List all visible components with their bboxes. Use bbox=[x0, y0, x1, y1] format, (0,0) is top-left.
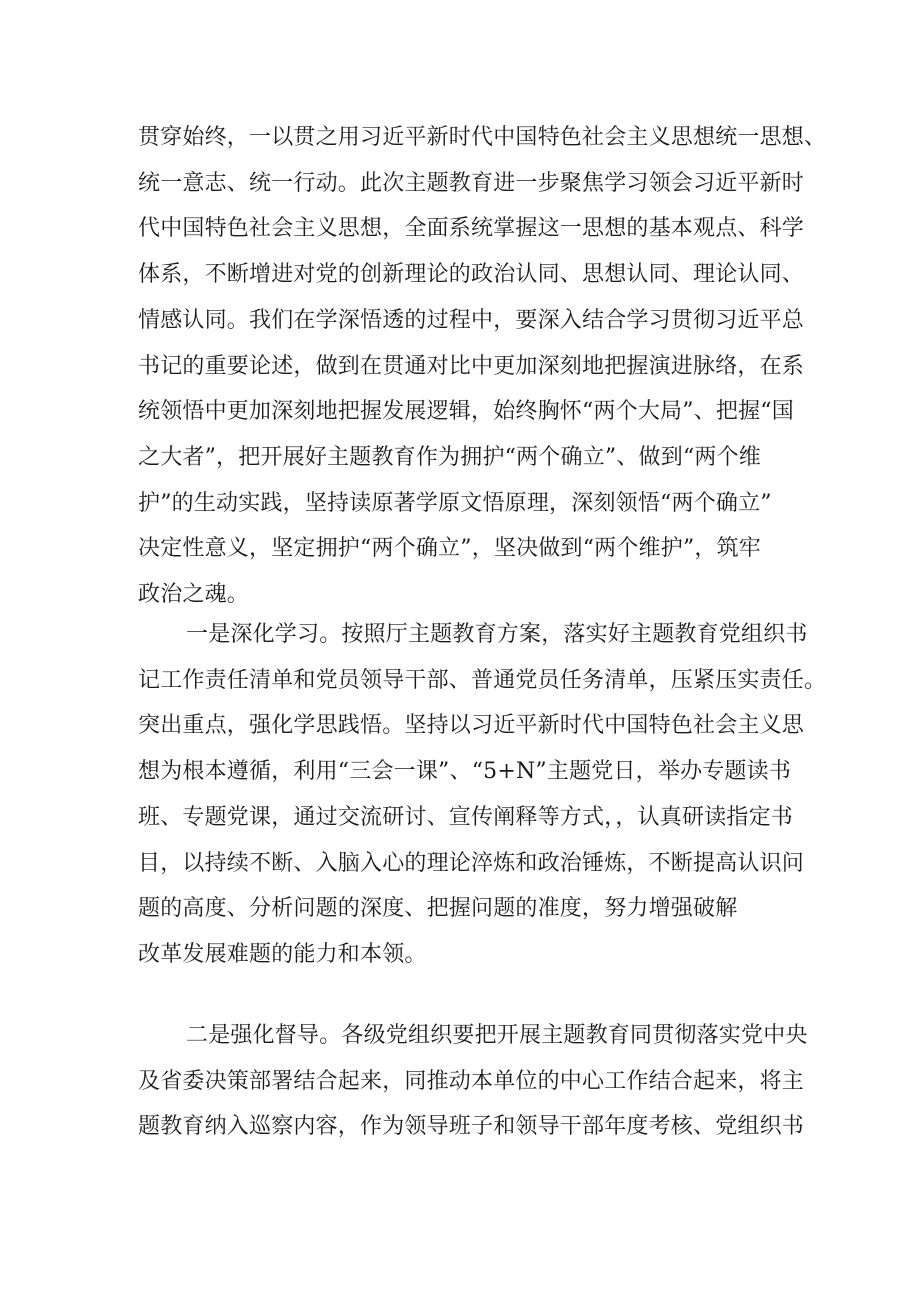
text-line: 政治之魂。 bbox=[138, 582, 250, 608]
text-line: 二是强化督导。各级党组织要把开展主题教育同贯彻落实党中央 bbox=[186, 1023, 808, 1048]
text-line: 记工作责任清单和党员领导干部、普通党员任务清单，压紧压实责任。 bbox=[138, 667, 827, 693]
paragraph-3 bbox=[138, 1013, 818, 1150]
text-line: 想为根本遵循，利用“三会一课”、“5+N”主题党日，举办专题读书 bbox=[138, 759, 792, 785]
text-line: 突出重点，强化学思践悟。坚持以习近平新时代中国特色社会主义思 bbox=[138, 713, 805, 739]
text-line: 题教育纳入巡察内容，作为领导班子和领导干部年度考核、党组织书 bbox=[138, 1114, 805, 1140]
text-line: 贯穿始终，一以贯之用习近平新时代中国特色社会主义思想统一思想、 bbox=[138, 125, 827, 150]
text-line: 决定性意义，坚定拥护“两个确立”，坚决做到“两个维护”，筑牢 bbox=[138, 536, 761, 562]
text-line: 护”的生动实践，坚持读原著学原文悟原理，深刻领悟“两个确立” bbox=[138, 490, 772, 516]
text-line: 体系，不断增进对党的创新理论的政治认同、思想认同、理论认同、 bbox=[138, 262, 805, 288]
text-line: 情感认同。我们在学深悟透的过程中，要深入结合学习贯彻习近平总 bbox=[138, 307, 805, 333]
paragraph-1 bbox=[138, 115, 827, 618]
text-line: 班、专题党课，通过交流研讨、宣传阐释等方式，，认真研读指定书 bbox=[138, 804, 794, 830]
paragraph-2 bbox=[138, 612, 827, 978]
text-line: 目，以持续不断、入脑入心的理论淬炼和政治锤炼，不断提高认识问 bbox=[138, 850, 805, 876]
text-line: 书记的重要论述，做到在贯通对比中更加深刻地把握演进脉络，在系 bbox=[138, 353, 805, 379]
text-line: 代中国特色社会主义思想，全面系统掌握这一思想的基本观点、科学 bbox=[138, 216, 805, 242]
text-line: 统一意志、统一行动。此次主题教育进一步聚焦学习领会习近平新时 bbox=[138, 170, 805, 196]
text-line: 之大者”，把开展好主题教育作为拥护“两个确立”、做到“两个维 bbox=[138, 444, 761, 470]
text-line: 统领悟中更加深刻地把握发展逻辑，始终胸怀“两个大局”、把握“国 bbox=[138, 399, 794, 425]
text-line: 题的高度、分析问题的深度、把握问题的准度，努力增强破解 bbox=[138, 896, 738, 922]
text-line: 一是深化学习。按照厅主题教育方案，落实好主题教育党组织书 bbox=[186, 622, 808, 647]
text-line: 改革发展难题的能力和本领。 bbox=[138, 941, 427, 967]
text-line: 及省委决策部署结合起来，同推动本单位的中心工作结合起来，将主 bbox=[138, 1068, 805, 1094]
